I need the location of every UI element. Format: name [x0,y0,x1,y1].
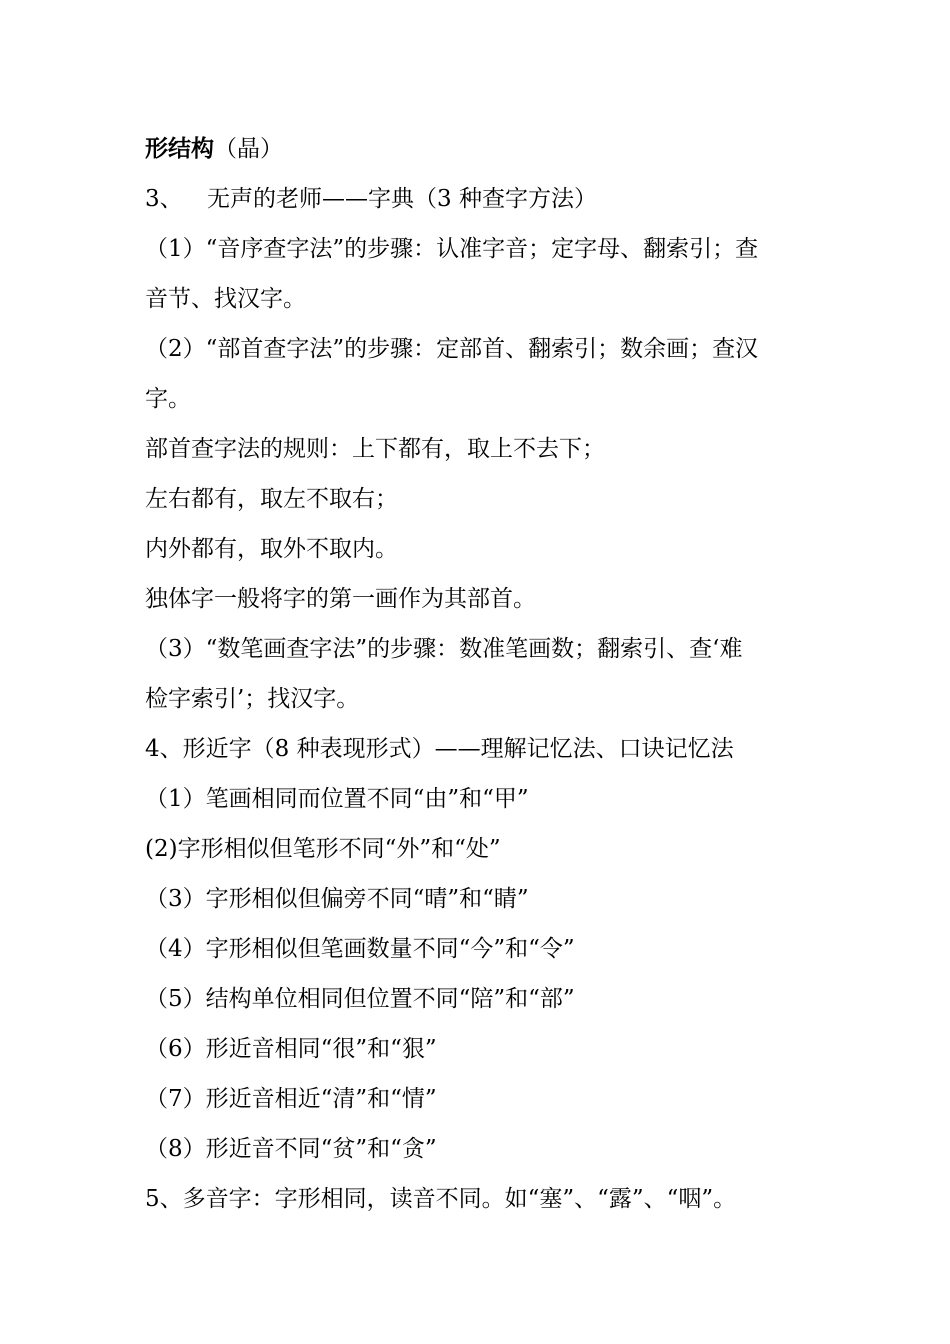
section-3-number: 3、 [145,186,183,212]
paragraph-line: 音节、找汉字。 [145,286,306,312]
paragraph-line: 检字索引’；找汉字。 [145,686,360,712]
heading-bold: 形结构 [145,135,214,162]
paragraph-line: （1）“音序查字法”的步骤：认准字音；定字母、翻索引；查 [145,236,759,262]
list-item: (2)字形相似但笔形不同“外”和“处” [145,836,501,862]
list-item: （4）字形相似但笔画数量不同“今”和“令” [145,936,575,962]
list-item: （5）结构单位相同但位置不同“陪”和“部” [145,986,575,1012]
section-4-title: 4、形近字（8 种表现形式）——理解记忆法、口诀记忆法 [145,736,734,762]
section-3-title [145,174,825,224]
list-item: （8）形近音不同“贫”和“贪” [145,1136,437,1162]
list-item: （1）笔画相同而位置不同“由”和“甲” [145,786,529,812]
paragraph-line: （2）“部首查字法”的步骤：定部首、翻索引；数余画；查汉 [145,336,759,362]
list-item: （7）形近音相近“清”和“情” [145,1086,437,1112]
heading-rest: （晶） [214,136,283,162]
paragraph-line: （3）“数笔画查字法”的步骤：数准笔画数；翻索引、查‘难 [145,636,743,662]
paragraph-line: 内外都有，取外不取内。 [145,536,398,562]
section-3-text: 无声的老师——字典（3 种查字方法） [207,186,597,212]
list-item: （6）形近音相同“很”和“狠” [145,1036,437,1062]
list-item: （3）字形相似但偏旁不同“晴”和“睛” [145,886,529,912]
heading-line [145,124,825,174]
section-5-line: 5、多音字：字形相同，读音不同。如“塞”、“露”、“咽”。 [145,1186,737,1212]
paragraph-line: 字。 [145,386,191,412]
document-body [145,124,825,1224]
paragraph-line: 独体字一般将字的第一画作为其部首。 [145,586,536,612]
paragraph-line: 左右都有，取左不取右； [145,486,398,512]
paragraph-line: 部首查字法的规则：上下都有，取上不去下； [145,436,605,462]
